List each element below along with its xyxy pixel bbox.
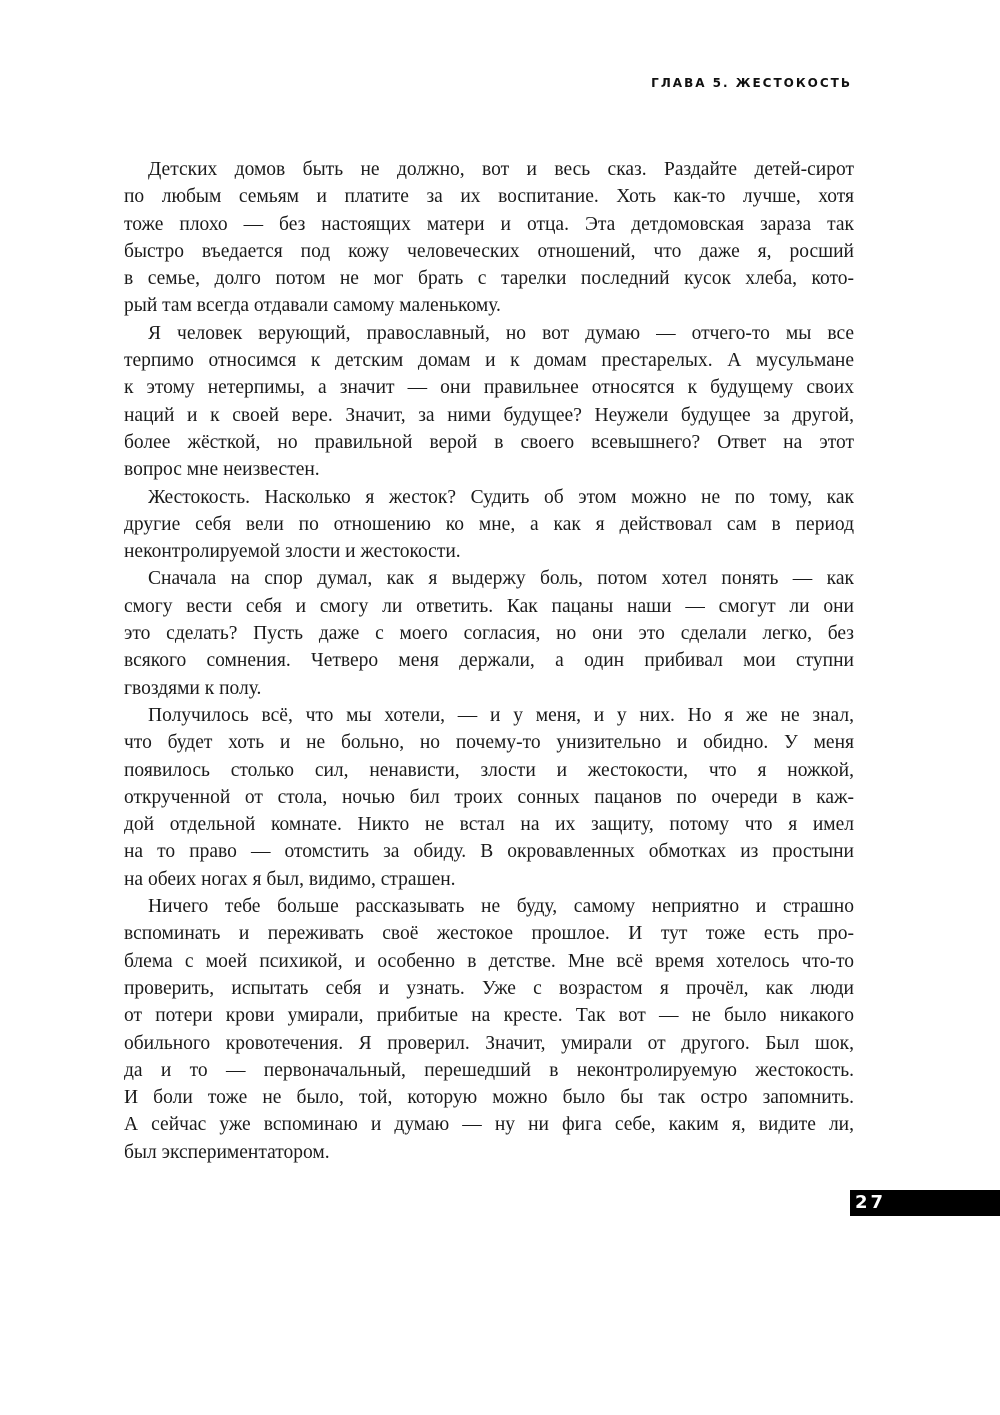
text-line: дой отдельной комнате. Никто не встал на их защиту, потому что я имел	[124, 814, 854, 836]
text-line: смогу вести себя и смогу ли ответить. Как пацаны наши — смогут ли они	[124, 595, 854, 617]
text-line: да и то — первоначальный, перешедший в неконтролируемую жестокость.	[124, 1059, 854, 1081]
text-line: в семье, долго потом не мог брать с тарелки последний кусок хлеба, кото-	[124, 268, 854, 290]
text-line: появилось столько сил, ненависти, злости и жестокости, что я ножкой,	[124, 759, 854, 781]
paragraph	[124, 893, 854, 1166]
text-line: Получилось всё, что мы хотели, — и у меня, и у них. Но я же не знал,	[148, 704, 854, 726]
text-line: по любым семьям и платите за их воспитание. Хоть как-то лучше, хотя	[124, 186, 854, 208]
text-line: терпимо относимся к детским домам и к домам престарелых. А мусульмане	[124, 350, 854, 372]
text-line: гвоздями к полу.	[124, 677, 262, 699]
text-line: всякого сомнения. Четверо меня держали, а один прибивал мои ступни	[124, 650, 854, 672]
text-line: проверить, испытать себя и узнать. Уже с возрастом я прочёл, как люди	[124, 977, 854, 999]
text-line: был экспериментатором.	[124, 1141, 330, 1163]
text-line: А сейчас уже вспоминаю и думаю — ну ни фига себе, каким я, видите ли,	[124, 1114, 854, 1136]
text-line: блема с моей психикой, и особенно в детстве. Мне всё время хотелось что-то	[124, 950, 854, 972]
text-line: рый там всегда отдавали самому маленькому.	[124, 295, 501, 317]
text-line: тоже плохо — без настоящих матери и отца. Эта детдомовская зараза так	[124, 213, 854, 235]
text-line: к этому нетерпимы, а значит — они правильнее относятся к будущему своих	[124, 377, 854, 399]
text-line: более жёсткой, но правильной верой в своего всевышнего? Ответ на этот	[124, 431, 854, 453]
text-line: Сначала на спор думал, как я выдержу боль, потом хотел понять — как	[148, 568, 854, 590]
paragraph	[124, 565, 854, 701]
text-line: вспоминать и переживать своё жестокое прошлое. И тут тоже есть про-	[124, 923, 854, 945]
text-line: на то право — отомстить за обиду. В окровавленных обмотках из простыни	[124, 841, 854, 863]
paragraph	[124, 320, 854, 484]
text-line: неконтролируемой злости и жестокости.	[124, 541, 461, 563]
text-line: от потери крови умирали, прибитые на кресте. Так вот — не было никакого	[124, 1005, 854, 1027]
paragraph	[124, 156, 854, 320]
running-header: ГЛАВА 5. ЖЕСТОКОСТЬ	[651, 76, 852, 90]
text-line: открученной от стола, ночью бил троих сонных пацанов по очереди в каж-	[124, 786, 854, 808]
text-line: что будет хоть и не больно, но почему-то унизительно и обидно. У меня	[124, 732, 854, 754]
text-line: другие себя вели по отношению ко мне, а как я действовал сам в период	[124, 513, 854, 535]
paragraph	[124, 484, 854, 566]
text-line: И боли тоже не было, той, которую можно было бы так остро запомнить.	[124, 1087, 854, 1109]
text-line: Детских домов быть не должно, вот и весь сказ. Раздайте детей-сирот	[148, 159, 854, 180]
text-line: Я человек верующий, православный, но вот думаю — отчего-то мы все	[148, 322, 854, 344]
text-body	[124, 156, 854, 1166]
text-line: вопрос мне неизвестен.	[124, 459, 320, 481]
text-line: Жестокость. Насколько я жесток? Судить об этом можно не по тому, как	[148, 486, 854, 508]
paragraph	[124, 702, 854, 893]
text-line: на обеих ногах я был, видимо, страшен.	[124, 868, 456, 890]
text-line: наций и к своей вере. Значит, за ними будущее? Неужели будущее за другой,	[124, 404, 854, 426]
text-line: это сделать? Пусть даже с моего согласия, но они это сделали легко, без	[124, 623, 854, 645]
page-number: 27	[855, 1192, 887, 1213]
text-line: обильного кровотечения. Я проверил. Значит, умирали от другого. Был шок,	[124, 1032, 854, 1054]
text-line: быстро въедается под кожу человеческих отношений, что даже я, росший	[124, 240, 854, 262]
text-line: Ничего тебе больше рассказывать не буду, самому неприятно и страшно	[148, 896, 854, 918]
